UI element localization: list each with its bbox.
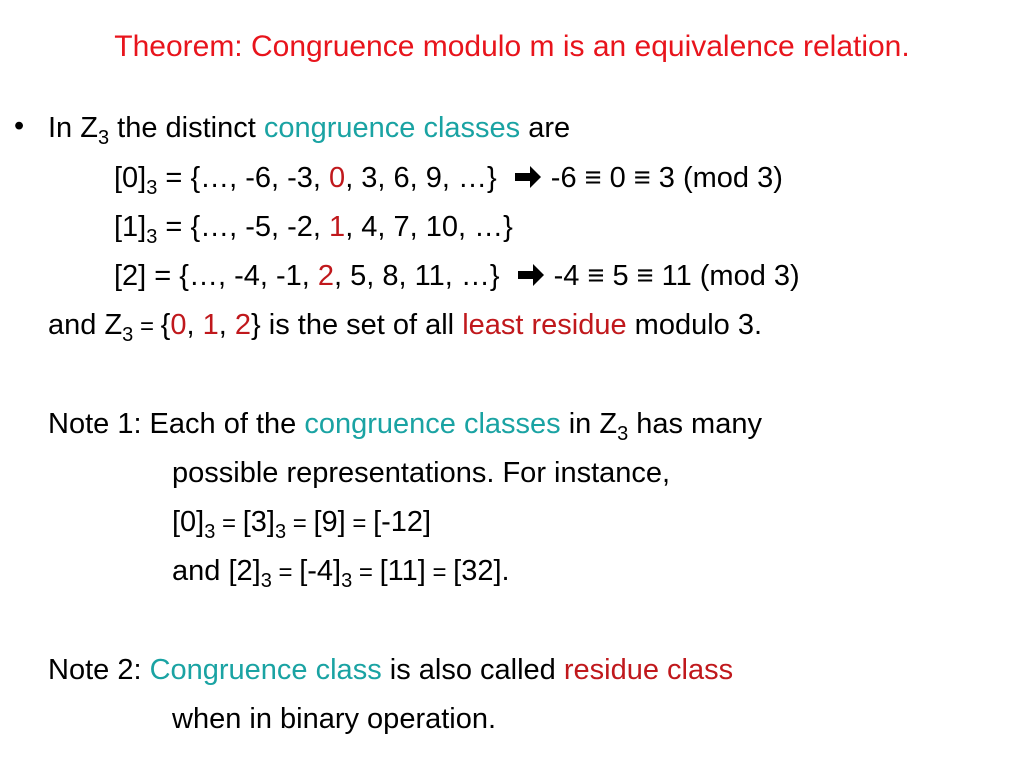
- text: and Z: [48, 309, 123, 341]
- term-congruence-classes: congruence classes: [304, 408, 561, 440]
- representative: 2: [317, 260, 335, 292]
- intro-text: the distinct: [109, 112, 264, 144]
- note-1-line-4: [172, 553, 510, 599]
- subscript: 3: [146, 177, 158, 199]
- equals: =: [157, 211, 191, 243]
- brace-open: {: [160, 309, 171, 341]
- class-label: [9]: [313, 506, 346, 538]
- slide-title: Theorem: Congruence modulo m is an equivalence relation.: [114, 30, 910, 63]
- set-elements: {…, -5, -2,: [190, 211, 330, 243]
- class-label: [3]: [242, 506, 275, 538]
- set-elements: {…, -4, -1,: [179, 260, 318, 292]
- note-2-line-1: [48, 652, 733, 688]
- subscript: 3: [341, 570, 353, 592]
- class-label: [32].: [453, 555, 510, 587]
- equals: =: [345, 510, 374, 537]
- congruence-note: -4 ≡ 5 ≡ 11 (mod 3): [553, 260, 800, 292]
- text: Note 2:: [48, 654, 150, 686]
- text: in Z: [560, 408, 618, 440]
- class-0-line: [114, 160, 783, 206]
- text: is also called: [381, 654, 564, 686]
- equals: =: [157, 162, 191, 194]
- set-elements: , 4, 7, 10, …}: [345, 211, 513, 243]
- comma: ,: [186, 309, 203, 341]
- intro-text: In Z: [48, 112, 98, 144]
- text: } is the set of all: [251, 309, 463, 341]
- class-label: [0]: [114, 162, 147, 194]
- equals: =: [215, 510, 243, 537]
- subscript: 3: [617, 423, 629, 445]
- representative: 1: [329, 211, 346, 243]
- text: has many: [628, 408, 762, 440]
- class-2-line: [114, 258, 800, 294]
- class-1-line: [114, 209, 513, 255]
- equals: =: [133, 313, 161, 340]
- term-congruence-class: Congruence class: [149, 654, 382, 686]
- set-elements: , 5, 8, 11, …}: [334, 260, 500, 292]
- class-label: [1]: [114, 211, 147, 243]
- set-elements: {…, -6, -3,: [190, 162, 330, 194]
- residue-2: 2: [234, 309, 252, 341]
- class-label: [2]: [228, 555, 261, 587]
- equals: =: [286, 510, 314, 537]
- subscript: 3: [146, 226, 158, 248]
- class-label: [11]: [379, 555, 426, 587]
- congruence-note: -6 ≡ 0 ≡ 3 (mod 3): [550, 162, 783, 194]
- class-label: [2] =: [114, 260, 180, 292]
- equals: =: [352, 559, 380, 586]
- note-2-line-2: when in binary operation.: [172, 703, 497, 735]
- bullet-marker: •: [14, 110, 25, 142]
- text: and: [172, 555, 229, 587]
- subscript: 3: [122, 324, 134, 346]
- equals: =: [425, 559, 454, 586]
- right-arrow-icon: [513, 164, 543, 190]
- least-residue-line: [48, 307, 762, 353]
- class-label: [0]: [172, 506, 205, 538]
- note-1-line-3: [172, 504, 431, 550]
- term-residue-class: residue class: [563, 654, 734, 686]
- subscript: 3: [97, 127, 110, 149]
- note-1-line-1: [48, 406, 762, 452]
- text: modulo 3.: [626, 309, 763, 341]
- term-congruence-classes: congruence classes: [263, 112, 521, 144]
- residue-1: 1: [202, 309, 219, 341]
- class-label: [-12]: [373, 506, 432, 538]
- intro-text: are: [520, 112, 571, 144]
- note-1-line-2: possible representations. For instance,: [172, 457, 671, 489]
- right-arrow-icon: [516, 262, 546, 288]
- term-least-residue: least residue: [462, 309, 627, 341]
- intro-line: [48, 110, 570, 156]
- subscript: 3: [274, 521, 287, 543]
- subscript: 3: [204, 521, 216, 543]
- subscript: 3: [260, 570, 272, 592]
- class-label: [-4]: [299, 555, 342, 587]
- equals: =: [271, 559, 300, 586]
- comma: ,: [218, 309, 235, 341]
- text: Note 1: Each of the: [48, 408, 305, 440]
- set-elements: , 3, 6, 9, …}: [345, 162, 497, 194]
- representative: 0: [329, 162, 346, 194]
- residue-0: 0: [170, 309, 187, 341]
